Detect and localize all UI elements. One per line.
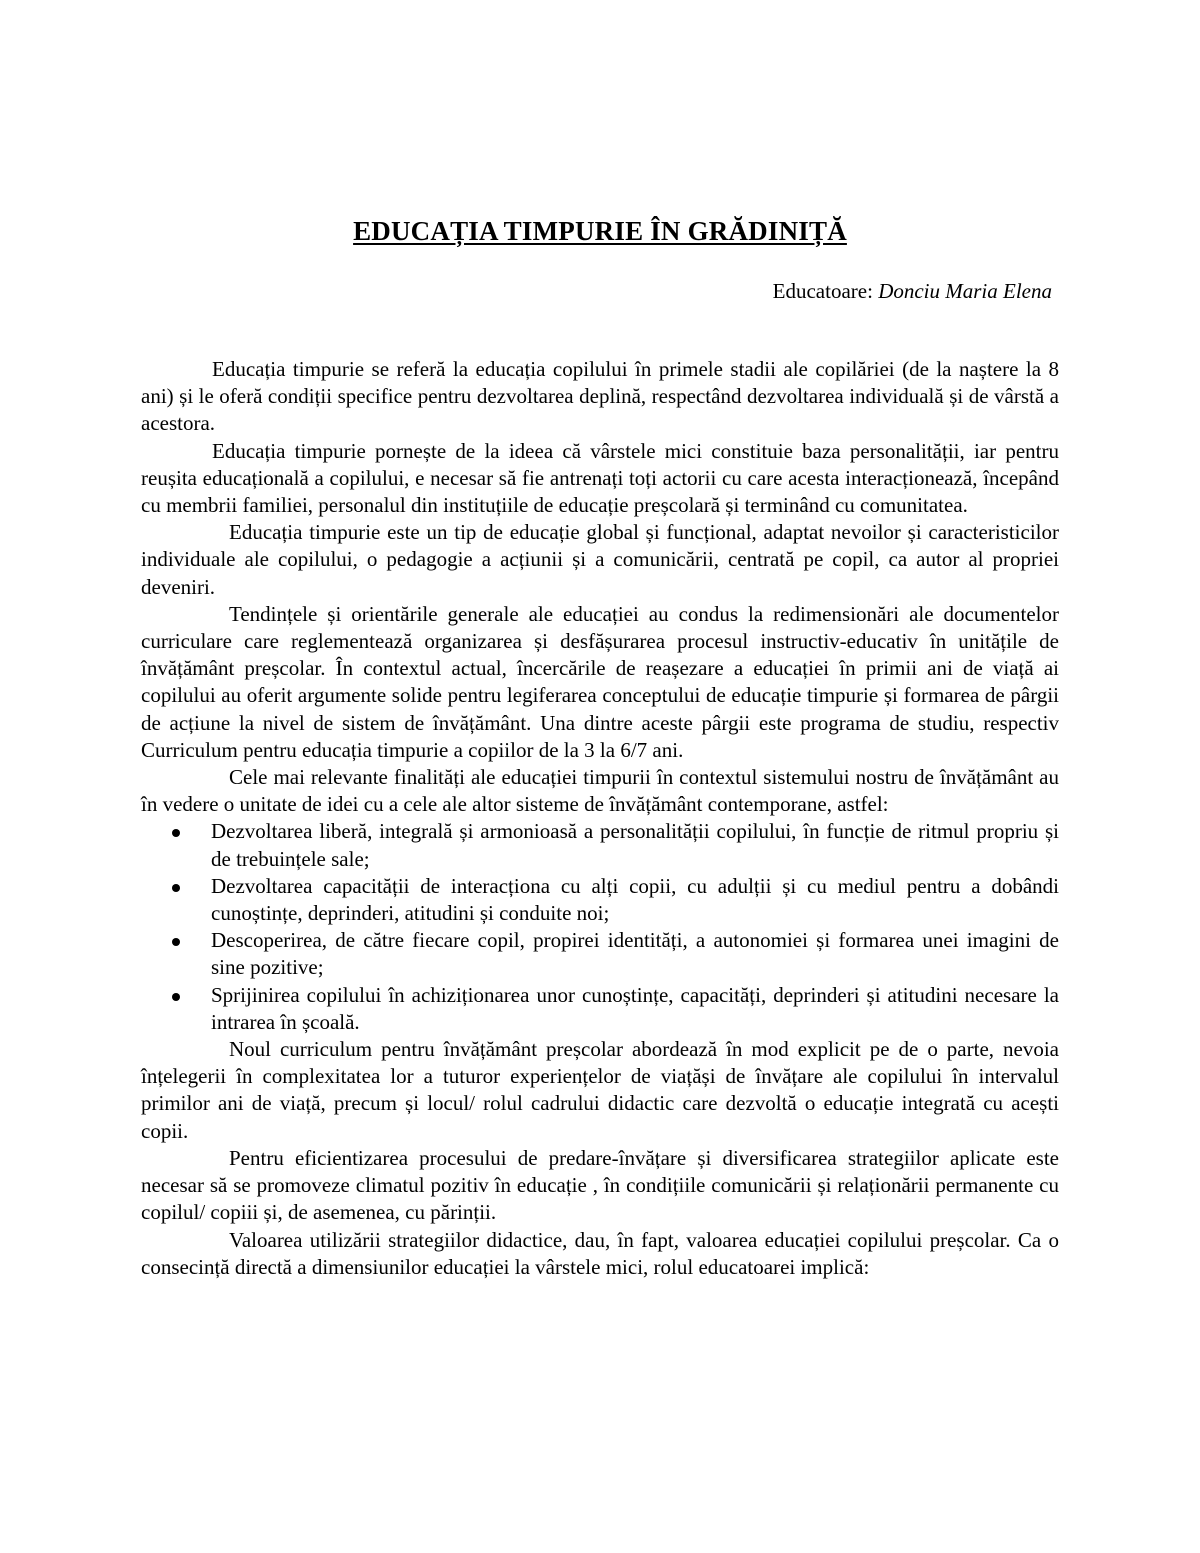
bullet-icon xyxy=(172,829,180,837)
list-item xyxy=(211,927,1059,981)
list-item xyxy=(211,873,1059,927)
document-title: EDUCAȚIA TIMPURIE ÎN GRĂDINIȚĂ xyxy=(353,216,847,246)
paragraph: Pentru eficientizarea procesului de predare-învățare și diversificarea strategiilor aplicate este necesar să se promoveze climatul pozitiv în educație , în condițiile comunicării și relaționării permanente cu copilul/ copiii și, de asemenea, cu părinții. xyxy=(141,1145,1059,1225)
paragraph: Noul curriculum pentru învățământ preșcolar abordează în mod explicit pe de o parte, nevoia înțelegerii în complexitatea lor a tuturor experiențelor de viațăși de învățare ale copilului în intervalul primilor ani de viață, precum și locul/ rolul cadrului didactic care dezvoltă o educație integrată cu acești copii. xyxy=(141,1037,1059,1143)
author-name: Donciu Maria Elena xyxy=(878,279,1052,303)
list-item-text: Dezvoltarea capacității de interacționa cu alți copii, cu adulții și cu mediul pentru a dobândi cunoștințe, deprinderi, atitudini și conduite noi; xyxy=(211,873,1059,926)
bullet-icon xyxy=(172,993,180,1001)
goals-list xyxy=(141,818,1059,1036)
bullet-icon xyxy=(172,938,180,946)
paragraph: Valoarea utilizării strategiilor didactice, dau, în fapt, valoarea educației copilului preșcolar. Ca o consecință directă a dimensiunilor educației la vârstele mici, rolul educatoarei implică: xyxy=(141,1227,1059,1279)
paragraph: Educația timpurie pornește de la ideea că vârstele mici constituie baza personalității, iar pentru reușita educațională a copilului, e necesar să fie antrenați toți actorii cu care acesta interacționează, începând cu membrii familiei, personalul din instituțiile de educație preșcolară și terminând cu comunitatea. xyxy=(141,438,1059,518)
list-item-text: Descoperirea, de către fiecare copil, propirei identități, a autonomiei și formarea unei imagini de sine pozitive; xyxy=(211,928,1059,980)
author-label: Educatoare: xyxy=(772,279,873,303)
paragraph: Educația timpurie se referă la educația copilului în primele stadii ale copilăriei (de la naștere la 8 ani) și le oferă condiții specifice pentru dezvoltarea deplină, respectând dezvoltarea individuală și de vârstă a acestora. xyxy=(141,357,1059,436)
paragraph: Tendințele și orientările generale ale educației au condus la redimensionări ale documentelor curriculare care reglementează organizarea și desfășurarea procesul instructiv-educativ în unitățile de învățământ preșcolar. În contextul actual, încercările de reașezare a educației în primii ani de viață ai copilului au oferit argumente solide pentru legiferarea conceptului de educație timpurie și formarea de pârgii de acțiune la nivel de sistem de învățământ. Una dintre aceste pârgii este programa de studiu, respectiv Curriculum pentru educația timpurie a copiilor de la 3 la 6/7 ani. xyxy=(141,601,1059,762)
paragraph: Cele mai relevante finalități ale educației timpurii în contextul sistemului nostru de învățământ au în vedere o unitate de idei cu a cele ale altor sisteme de învățământ contemporane, astfel: xyxy=(141,765,1059,817)
list-item xyxy=(211,818,1059,872)
author-byline xyxy=(773,279,1052,304)
list-item-text: Dezvoltarea liberă, integrală și armonioasă a personalității copilului, în funcție de ritmul propriu și de trebuințele sale; xyxy=(211,819,1059,871)
document-body xyxy=(141,356,1059,1281)
list-item xyxy=(211,982,1059,1036)
list-item-text: Sprijinirea copilului în achiziționarea unor cunoștințe, capacități, deprinderi și atitudini necesare la intrarea în școală. xyxy=(211,982,1059,1034)
bullet-icon xyxy=(172,884,180,892)
paragraph: Educația timpurie este un tip de educație global și funcțional, adaptat nevoilor și caracteristicilor individuale ale copilului, o pedagogie a acțiunii și a comunicării, centrată pe copil, ca autor al propriei deveniri. xyxy=(141,520,1059,599)
